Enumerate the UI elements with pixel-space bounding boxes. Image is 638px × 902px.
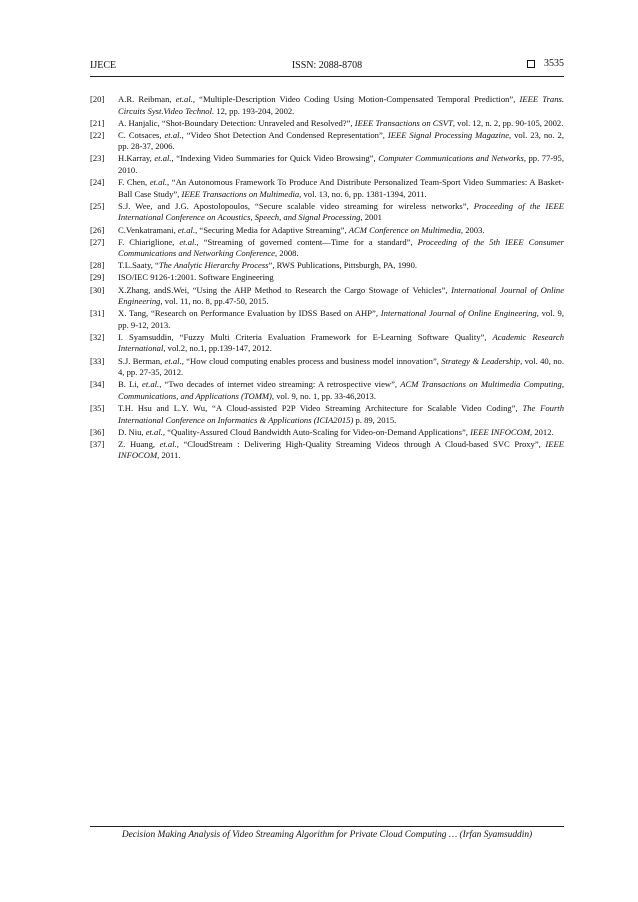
reference-segment: , 2001 — [360, 212, 382, 223]
reference-segment: I. Syamsuddin, “Fuzzy Multi Criteria Evaluation Framework for E-Learning Software Quality”, — [118, 331, 493, 342]
reference-item — [90, 356, 564, 379]
reference-number: [27] — [90, 236, 105, 247]
reference-number: [21] — [90, 117, 105, 128]
reference-segment: ISO/IEC 9126-1:2001. Software Engineering — [118, 272, 274, 283]
reference-venue: et.al. — [164, 129, 182, 140]
reference-segment: A. Hanjalic, “Shot-Boundary Detection: Unraveled and Resolved?”, — [118, 117, 355, 128]
reference-venue: IEEE INFOCOM — [470, 426, 531, 437]
reference-segment: , vol. 40, no. 4, pp. 27-35, 2012. — [118, 355, 564, 378]
reference-venue: International Journal of Online Engineering, — [380, 308, 539, 319]
reference-segment: , “Two decades of internet video streaming: A retrospective view”, — [159, 379, 401, 390]
reference-item — [90, 153, 564, 176]
reference-number: [20] — [90, 94, 105, 104]
reference-segment: , “Streaming of governed content—Time for a standard”, — [196, 236, 418, 247]
reference-number: [23] — [90, 153, 105, 164]
reference-segment: , “Quality-Assured Cloud Bandwidth Auto-Scaling for Video-on-Demand Applications”, — [162, 426, 471, 437]
reference-segment: C.Venkatramani, — [118, 224, 178, 235]
reference-venue: The Fourth International Conference on Informatics & Applications (ICIA2015) — [118, 402, 564, 425]
reference-venue: et.al. — [164, 355, 182, 366]
reference-segment: vol. 9, pp. 9-12, 2013. — [118, 308, 564, 330]
reference-segment: , vol.2, no.1, pp.139-147, 2012. — [163, 343, 272, 354]
reference-text — [118, 153, 564, 176]
reference-text — [118, 308, 564, 331]
running-header — [90, 58, 564, 74]
reference-text — [118, 118, 564, 130]
reference-number: [37] — [90, 438, 105, 449]
reference-number: [31] — [90, 308, 105, 319]
reference-segment: C. Cotsaces, — [118, 129, 165, 140]
reference-segment: , “Video Shot Detection And Condensed Representation”, — [181, 129, 388, 140]
reference-item — [90, 332, 564, 355]
reference-venue: IEEE INFOCOM, — [118, 438, 564, 461]
page-number: 3535 — [544, 58, 564, 69]
reference-item — [90, 427, 564, 439]
reference-item — [90, 118, 564, 130]
reference-number: [34] — [90, 379, 105, 390]
reference-venue: International Journal of Online Engineering, — [118, 284, 565, 307]
reference-number: [33] — [90, 355, 105, 366]
reference-venue: ACM Conference on Multimedia — [348, 224, 461, 235]
reference-number: [36] — [90, 426, 105, 437]
reference-text — [118, 439, 564, 462]
reference-venue: Strategy & Leadership — [441, 355, 521, 366]
reference-item — [90, 403, 564, 426]
reference-venue: et.al. — [159, 438, 177, 449]
reference-segment: , “Multiple-Description Video Coding Using Motion-Compensated Temporal Prediction”, — [192, 94, 520, 104]
reference-segment: vol. 11, no. 8, pp.47-50, 2015. — [162, 296, 269, 307]
reference-segment: vol. 23, no. 2, pp. 28-37, 2006. — [118, 129, 565, 152]
reference-segment: , vol. 12, n. 2, pp. 90-105, 2002. — [452, 117, 564, 128]
reference-segment: X. Tang, “Research on Performance Evaluation by IDSS Based on AHP”, — [118, 308, 381, 319]
reference-segment: , “An Autonomous Framework To Produce And Distribute Personalized Team-Sport Video Summaries: A Basket-Ball Case Study”, — [118, 177, 565, 199]
reference-item — [90, 94, 564, 117]
reference-text — [118, 285, 564, 308]
reference-segment: A.R. Reibman, — [118, 94, 176, 104]
reference-segment: , 2008. — [274, 248, 299, 259]
reference-segment: p. 89, 2015. — [353, 414, 397, 425]
reference-venue: et.al. — [154, 153, 172, 164]
reference-segment: D. Niu, — [118, 426, 146, 437]
reference-item — [90, 130, 564, 153]
reference-text — [118, 379, 564, 402]
reference-number: [29] — [90, 272, 105, 283]
reference-venue: The Analytic Hierarchy Process — [158, 260, 269, 271]
reference-text — [118, 225, 564, 237]
reference-segment: B. Li, — [118, 379, 142, 390]
reference-segment: ”, RWS Publications, Pittsburgh, PA, 1990. — [268, 260, 418, 271]
reference-number: [35] — [90, 402, 105, 413]
page-marker — [527, 58, 564, 69]
reference-number: [22] — [90, 129, 105, 140]
reference-venue: et.al. — [175, 94, 193, 104]
reference-text — [118, 427, 564, 439]
reference-text — [118, 332, 564, 355]
reference-text — [118, 94, 564, 117]
reference-item — [90, 177, 564, 200]
reference-text — [118, 260, 564, 272]
running-footer: Decision Making Analysis of Video Streaming Algorithm for Private Cloud Computing … (Irfan Syamsuddin) — [121, 830, 533, 840]
journal-name: IJECE — [90, 60, 117, 71]
reference-number: [28] — [90, 260, 105, 271]
reference-number: [24] — [90, 177, 105, 188]
reference-segment: T.H. Hsu and L.Y. Wu, “A Cloud-assisted P2P Video Streaming Architecture for Scalable Video Coding”, — [118, 402, 523, 413]
reference-segment: , “Indexing Video Summaries for Quick Video Browsing”, — [171, 153, 379, 164]
square-icon — [527, 60, 535, 68]
reference-segment: , 2012. — [530, 426, 554, 437]
reference-venue: IEEE Signal Processing Magazine, — [387, 129, 512, 140]
reference-item — [90, 272, 564, 284]
reference-number: [25] — [90, 200, 105, 211]
reference-segment: , “Securing Media for Adaptive Streaming”, — [195, 224, 349, 235]
reference-venue: et.al. — [179, 236, 197, 247]
reference-venue: et.al. — [149, 177, 167, 188]
reference-segment: , 2003. — [460, 224, 485, 235]
reference-segment: T.L.Saaty, “ — [118, 260, 159, 271]
reference-item — [90, 308, 564, 331]
reference-segment: , “How cloud computing enables process and business model innovation”, — [181, 355, 442, 366]
reference-segment: S.J. Wee, and J.G. Apostolopoulos, “Secure scalable video streaming for wireless networks”, — [118, 200, 474, 211]
reference-venue: ACM Transactions on Multimedia Computing, Communications, and Applications (TOMM) — [118, 379, 564, 401]
reference-segment: X.Zhang, andS.Wei, “Using the AHP Method to Research the Cargo Stowage of Vehicles”, — [118, 284, 452, 295]
reference-venue: Proceeding of the 5th IEEE Consumer Communications and Networking Conference — [118, 236, 564, 259]
reference-segment: Z. Huang, — [118, 438, 160, 449]
reference-venue: IEEE Transactions on Multimedia, — [181, 188, 302, 199]
reference-venue: et.al. — [142, 379, 160, 390]
reference-segment: S.J. Berman, — [118, 355, 165, 366]
reference-venue: Proceeding of the IEEE International Conference on Acoustics, Speech, and Signal Processing — [118, 200, 564, 223]
reference-segment: vol. 13, no. 6, pp. 1381-1394, 2011. — [301, 188, 427, 199]
reference-venue: IEEE Transactions on CSVT — [354, 117, 453, 128]
reference-text — [118, 130, 564, 153]
reference-text — [118, 403, 564, 426]
reference-text — [118, 356, 564, 379]
reference-item — [90, 379, 564, 402]
reference-segment: , pp. 77-95, 2010. — [118, 153, 564, 176]
reference-item — [90, 201, 564, 224]
reference-item — [90, 439, 564, 462]
header-rule — [90, 76, 564, 77]
reference-item — [90, 285, 564, 308]
reference-venue: et.al. — [145, 426, 163, 437]
reference-number: [26] — [90, 224, 105, 235]
reference-segment: F. Chen, — [118, 177, 150, 188]
reference-item — [90, 260, 564, 272]
reference-segment: F. Chiariglione, — [118, 236, 180, 247]
issn: ISSN: 2088-8708 — [291, 60, 363, 71]
reference-venue: et.al. — [177, 224, 196, 235]
footer-rule — [90, 826, 564, 827]
reference-segment: , “CloudStream : Delivering High-Quality Streaming Videos through A Cloud-based SVC Proxy”, — [176, 438, 546, 449]
reference-item — [90, 237, 564, 260]
reference-text — [118, 237, 564, 260]
reference-number: [32] — [90, 331, 105, 342]
reference-segment: 12, pp. 193-204, 2002. — [214, 105, 295, 116]
reference-text — [118, 177, 564, 200]
reference-segment: 2011. — [159, 450, 181, 461]
reference-venue: Computer Communications and Networks — [378, 153, 524, 164]
reference-venue: IEEE Trans. Circuits Syst.Video Technol. — [118, 94, 564, 116]
reference-segment: H.Karray, — [118, 153, 155, 164]
reference-segment: , vol. 9, no. 1, pp. 33-46,2013. — [271, 390, 376, 401]
reference-item — [90, 225, 564, 237]
reference-list — [90, 94, 564, 462]
reference-text — [118, 201, 564, 224]
reference-number: [30] — [90, 284, 105, 295]
reference-text — [118, 272, 564, 284]
reference-venue: Academic Research International — [118, 331, 564, 354]
